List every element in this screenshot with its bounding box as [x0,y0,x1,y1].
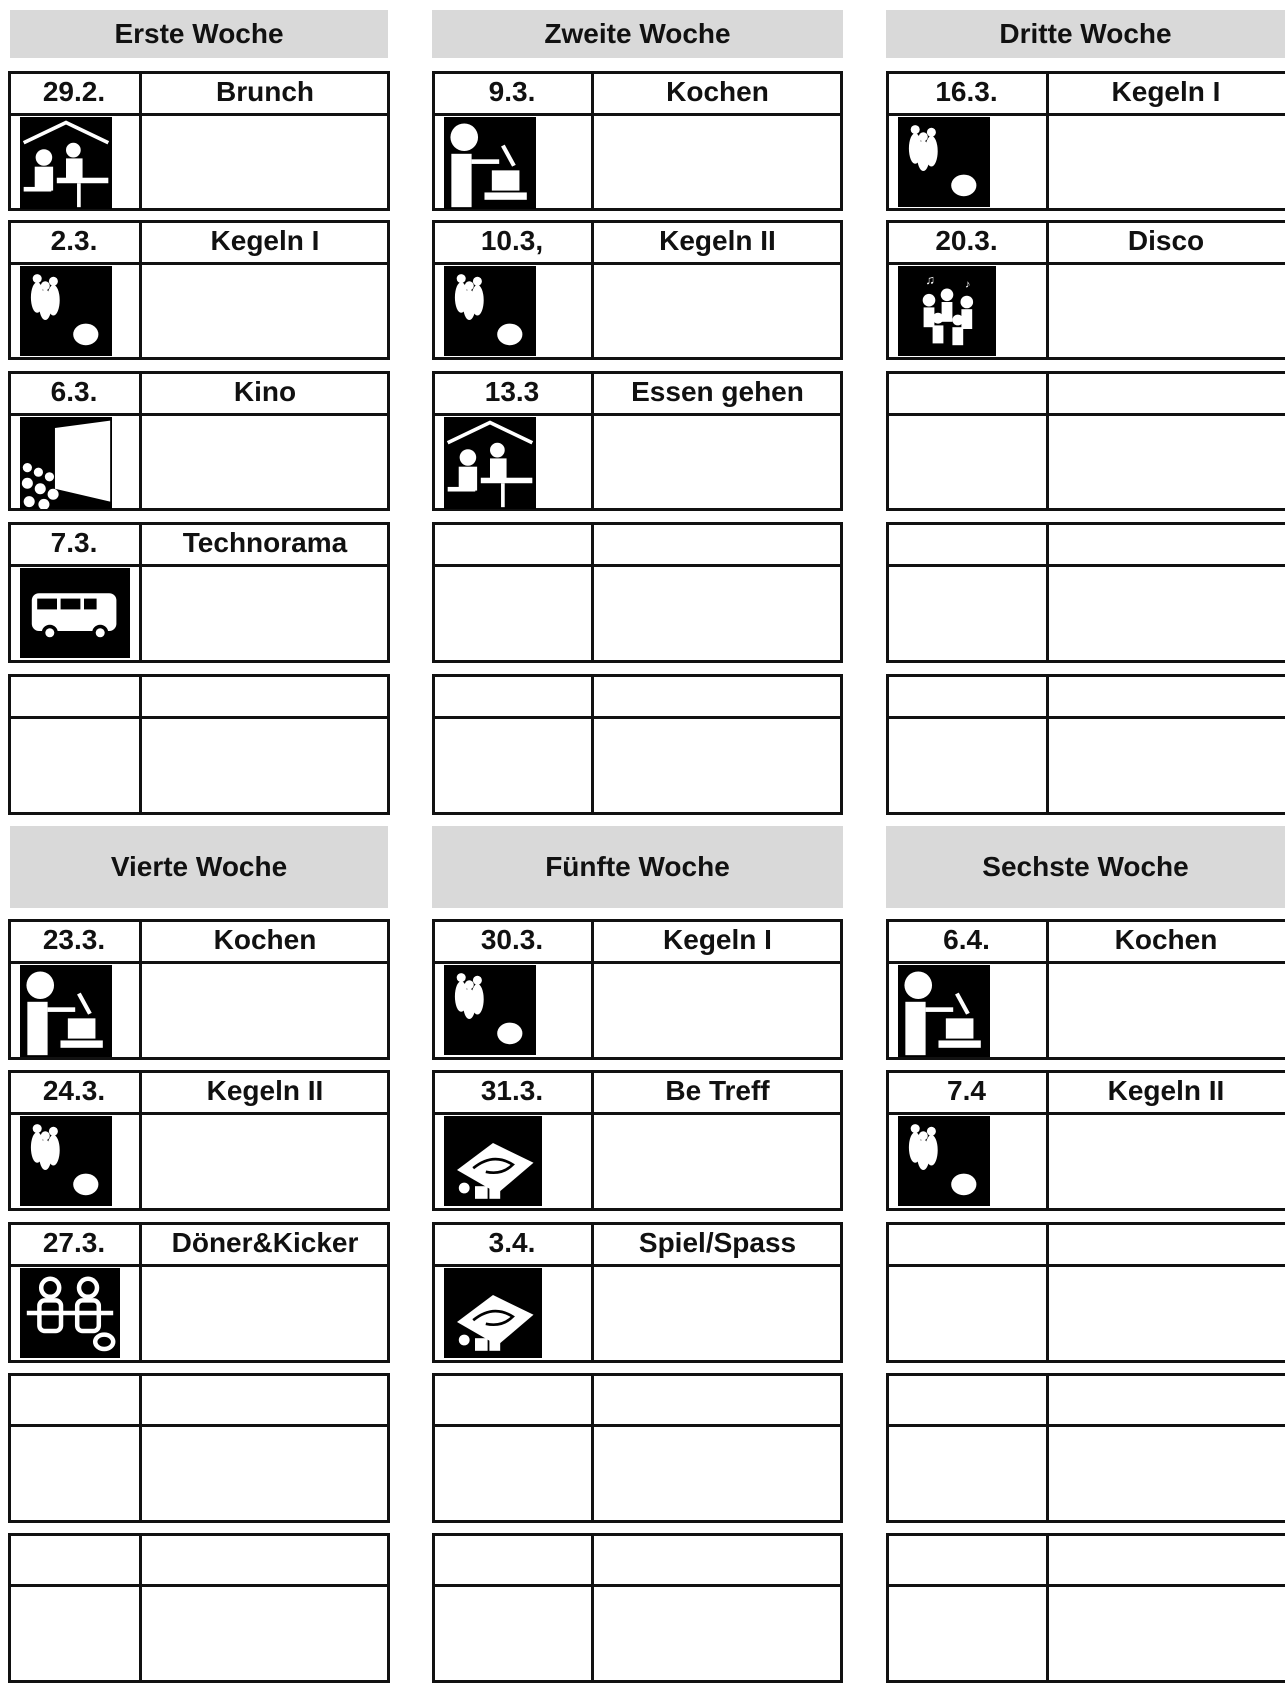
activity-label: Kegeln II [206,1075,324,1106]
row-divider [886,1424,1285,1427]
date-label: 10.3, [480,225,544,256]
date-label [886,371,1047,413]
bowling-icon [20,1116,112,1206]
week-header: Sechste Woche [886,826,1285,908]
bowling-icon [20,266,112,356]
activity-label [140,674,390,716]
date-label: 9.3. [488,76,536,107]
activity-label [592,1373,843,1424]
activity-label: Disco [1127,225,1205,256]
boardgame-icon [444,1268,542,1358]
date-label [432,1533,592,1584]
row-divider [886,564,1285,567]
date-label [886,674,1047,716]
activity-label: Essen gehen [631,376,804,407]
activity-label [592,674,843,716]
bowling-icon [898,1116,990,1206]
activity-label: Kegeln I [1111,76,1221,107]
week-header: Dritte Woche [886,10,1285,58]
row-divider [432,716,843,719]
activity-label: Kegeln I [663,924,772,955]
date-label [8,1533,140,1584]
brunch-icon [444,417,536,509]
activity-label [1047,1222,1285,1264]
row-divider [8,1112,390,1115]
bus-icon [20,568,130,658]
activity-label: Spiel/Spass [638,1227,797,1258]
date-label [432,674,592,716]
row-divider [8,716,390,719]
row-divider [886,961,1285,964]
brunch-icon [20,117,112,209]
row-divider [432,1112,843,1115]
row-divider [432,1424,843,1427]
row-divider [432,413,843,416]
date-label [886,1222,1047,1264]
date-label: 24.3. [42,1075,106,1106]
date-label: 7.3. [50,527,98,558]
cooking-icon [898,965,990,1057]
activity-label [592,522,843,564]
row-divider [886,413,1285,416]
date-label [886,1533,1047,1584]
activity-label: Brunch [216,76,314,107]
bowling-icon [898,117,990,207]
activity-label [140,1373,390,1424]
bowling-icon [444,965,536,1055]
date-label [432,1373,592,1424]
svg-text:♫: ♫ [925,273,935,287]
date-label: 20.3. [935,225,998,256]
activity-label [1047,1373,1285,1424]
date-label [886,522,1047,564]
row-divider [8,113,390,116]
row-divider [432,564,843,567]
row-divider [886,716,1285,719]
date-label: 16.3. [935,76,998,107]
row-divider [886,262,1285,265]
date-label: 2.3. [50,225,98,256]
activity-label: Kino [233,376,297,407]
foosball-icon [20,1268,120,1358]
activity-label: Kegeln I [210,225,320,256]
activity-label: Be Treff [665,1075,770,1106]
date-label: 7.4 [947,1075,986,1106]
activity-label [1047,522,1285,564]
activity-label: Döner&Kicker [171,1227,359,1258]
row-divider [886,1112,1285,1115]
date-label [8,674,140,716]
row-divider [8,961,390,964]
activity-label: Kochen [666,76,769,107]
activity-label [1047,371,1285,413]
row-divider [886,1584,1285,1587]
row-divider [8,1424,390,1427]
bowling-icon [444,266,536,356]
row-divider [8,262,390,265]
cooking-icon [20,965,112,1057]
row-divider [886,1264,1285,1267]
date-label [432,522,592,564]
date-label: 6.3. [50,376,98,407]
row-divider [432,1584,843,1587]
activity-label [1047,674,1285,716]
week-header: Zweite Woche [432,10,843,58]
row-divider [432,961,843,964]
row-divider [8,564,390,567]
week-header: Vierte Woche [10,826,388,908]
date-label: 3.4. [488,1227,536,1258]
svg-text:♪: ♪ [965,278,971,291]
row-divider [432,262,843,265]
date-label: 23.3. [42,924,106,955]
row-divider [8,1584,390,1587]
week-header: Fünfte Woche [432,826,843,908]
row-divider [8,413,390,416]
boardgame-icon [444,1116,542,1206]
date-label: 30.3. [480,924,544,955]
cinema-icon [20,417,112,509]
date-label: 29.2. [42,76,106,107]
activity-label: Kegeln II [1107,1075,1225,1106]
date-label: 13.3 [484,376,540,407]
activity-label [1047,1533,1285,1584]
activity-label: Kochen [213,924,317,955]
activity-label: Kochen [1114,924,1218,955]
activity-label: Technorama [182,527,348,558]
week-header: Erste Woche [10,10,388,58]
date-label: 31.3. [480,1075,544,1106]
row-divider [432,113,843,116]
cooking-icon [444,117,536,209]
activity-label: Kegeln II [659,225,776,256]
row-divider [8,1264,390,1267]
activity-label [592,1533,843,1584]
date-label: 27.3. [42,1227,106,1258]
date-label: 6.4. [943,924,990,955]
row-divider [432,1264,843,1267]
activity-label [140,1533,390,1584]
date-label [8,1373,140,1424]
date-label [886,1373,1047,1424]
disco-icon [898,266,996,356]
row-divider [886,113,1285,116]
